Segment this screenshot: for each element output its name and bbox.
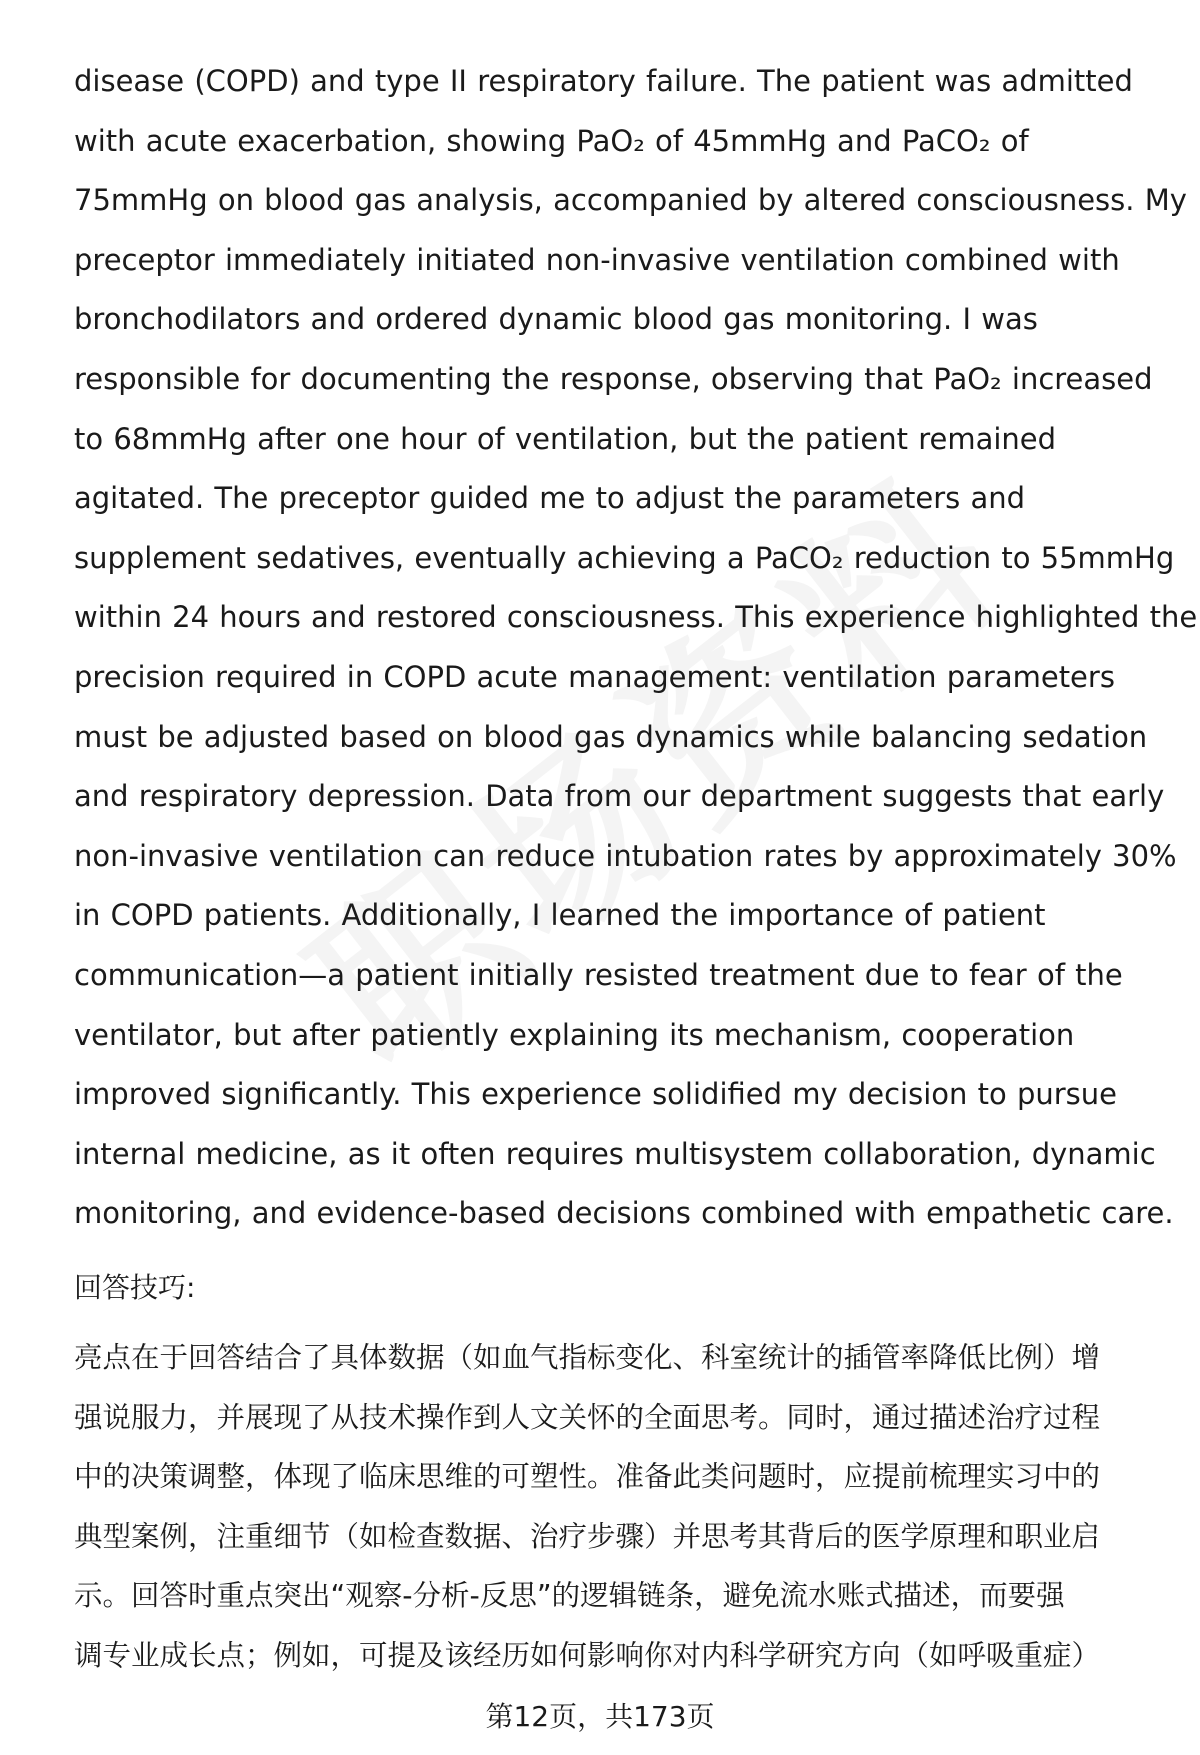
passage-line: supplement sedatives, eventually achieving a PaCO₂ reduction to 55mmHg	[74, 540, 1175, 575]
passage-line: internal medicine, as it often requires multisystem collaboration, dynamic	[74, 1136, 1156, 1171]
passage-line: preceptor immediately initiated non-invasive ventilation combined with	[74, 242, 1120, 277]
tips-paragraph	[74, 1328, 1154, 1685]
passage-line: to 68mmHg after one hour of ventilation, but the patient remained	[74, 421, 1057, 456]
passage-line: disease (COPD) and type II respiratory failure. The patient was admitted	[74, 64, 1133, 98]
tips-line: 强说服力，并展现了从技术操作到人文关怀的全面思考。同时，通过描述治疗过程	[74, 1400, 1101, 1434]
passage-line: in COPD patients. Additionally, I learned the importance of patient	[74, 898, 1046, 933]
passage-line: ventilator, but after patiently explaining its mechanism, cooperation	[74, 1017, 1075, 1052]
passage-line: agitated. The preceptor guided me to adjust the parameters and	[74, 481, 1026, 516]
passage-line: responsible for documenting the response, observing that PaO₂ increased	[74, 361, 1153, 396]
page-number-footer: 第12页，共173页	[485, 1700, 715, 1733]
passage-line: and respiratory depression. Data from our department suggests that early	[74, 779, 1165, 814]
passage-line: 75mmHg on blood gas analysis, accompanied by altered consciousness. My	[74, 183, 1187, 218]
passage-line: bronchodilators and ordered dynamic blood gas monitoring. I was	[74, 302, 1038, 337]
passage-line: with acute exacerbation, showing PaO₂ of 45mmHg and PaCO₂ of	[74, 123, 1029, 158]
tips-heading: 回答技巧:	[74, 1271, 196, 1304]
passage-line: communication—a patient initially resisted treatment due to fear of the	[74, 957, 1123, 992]
tips-line: 中的决策调整，体现了临床思维的可塑性。准备此类问题时，应提前梳理实习中的	[74, 1460, 1101, 1493]
passage-line: precision required in COPD acute management: ventilation parameters	[74, 659, 1115, 694]
passage-line: monitoring, and evidence-based decisions combined with empathetic care.	[74, 1196, 1174, 1231]
passage-line: non-invasive ventilation can reduce intubation rates by approximately 30%	[74, 838, 1177, 873]
tips-line: 亮点在于回答结合了具体数据（如血气指标变化、科室统计的插管率降低比例）增	[74, 1341, 1101, 1374]
passage-paragraph	[74, 52, 1198, 1244]
tips-line: 典型案例，注重细节（如检查数据、治疗步骤）并思考其背后的医学原理和职业启	[74, 1519, 1101, 1553]
tips-line: 调专业成长点；例如，可提及该经历如何影响你对内科学研究方向（如呼吸重症）	[74, 1638, 1101, 1672]
tips-line: 示。回答时重点突出“观察-分析-反思”的逻辑链条，避免流水账式描述，而要强	[74, 1579, 1065, 1612]
passage-line: improved significantly. This experience solidified my decision to pursue	[74, 1077, 1117, 1112]
passage-line: within 24 hours and restored consciousness. This experience highlighted the	[74, 600, 1198, 635]
passage-line: must be adjusted based on blood gas dynamics while balancing sedation	[74, 719, 1148, 754]
